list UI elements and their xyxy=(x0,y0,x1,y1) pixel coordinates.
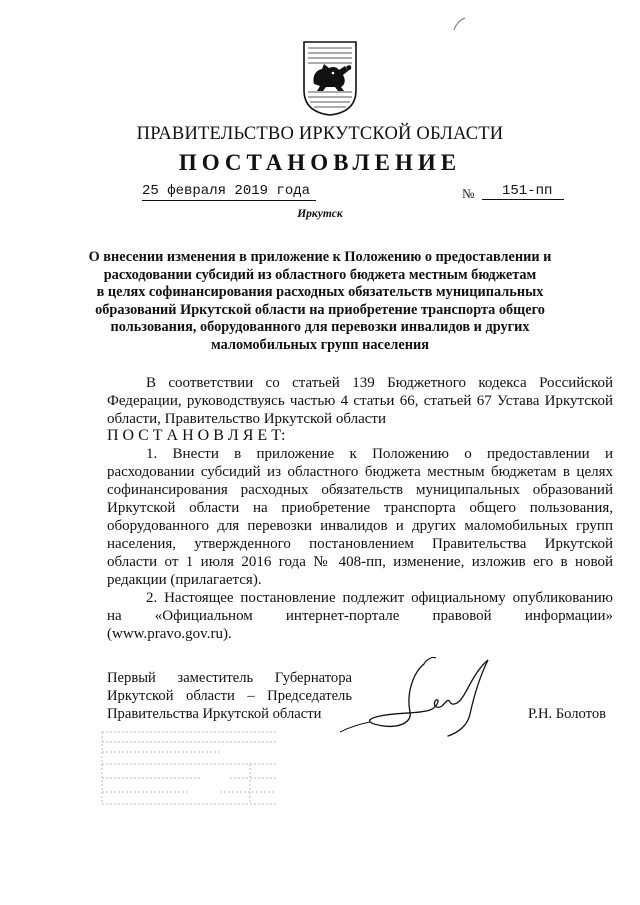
decree-title xyxy=(0,249,640,355)
body-line: В соответствии со статьей 139 Бюджетного кодекса Российской xyxy=(146,375,613,391)
signatory-name: Р.Н. Болотов xyxy=(528,706,607,722)
registration-stamp xyxy=(100,728,278,808)
government-name: ПРАВИТЕЛЬСТВО ИРКУТСКОЙ ОБЛАСТИ xyxy=(136,124,504,144)
title-line: расходовании субсидий из областного бюджета местным бюджетам xyxy=(103,266,537,283)
title-line: пользования, оборудованного для перевозки инвалидов и других xyxy=(110,319,530,336)
signatory-position-line: Первый заместитель Губернатора xyxy=(107,670,352,686)
body-line: на «Официальном интернет-портале правовой информации» xyxy=(107,608,613,624)
body-line: области от 1 июля 2016 года № 408-пп, изменение, изложив его в новой xyxy=(107,554,613,570)
body-line: области, Правительство Иркутской области xyxy=(107,411,386,427)
decree-number: 151-пп xyxy=(482,183,564,200)
city-name: Иркутск xyxy=(297,208,343,220)
handwritten-signature xyxy=(340,652,510,742)
document-type: ПОСТАНОВЛЕНИЕ xyxy=(178,150,462,175)
number-label: № xyxy=(462,186,475,201)
title-line: образований Иркутской области на приобретение транспорта общего xyxy=(95,301,545,318)
body-line: населения, утвержденного постановлением Правительства Иркутской xyxy=(107,536,613,552)
title-line: в целях софинансирования расходных обязательств муниципальных xyxy=(96,284,544,301)
body-line: оборудованного для перевозки инвалидов и других маломобильных групп xyxy=(107,518,613,534)
body-line: (www.pravo.gov.ru). xyxy=(107,626,232,642)
decree-date: 25 февраля 2019 года xyxy=(142,183,316,201)
body-line: Иркутской области на приобретение транспорта общего пользования, xyxy=(107,500,613,516)
title-line: О внесении изменения в приложение к Положению о предоставлении и xyxy=(88,249,552,265)
body-line: 2. Настоящее постановление подлежит официальному опубликованию xyxy=(146,590,613,606)
body-line: Федерации, руководствуясь частью 4 статьи 66, статьей 67 Устава Иркутской xyxy=(107,393,613,409)
pen-mark xyxy=(450,14,470,34)
signatory-position-line: Правительства Иркутской области xyxy=(107,706,322,722)
resolves-heading: П О С Т А Н О В Л Я Е Т: xyxy=(107,427,286,444)
title-line: маломобильных групп населения xyxy=(211,336,429,353)
body-line: расходовании субсидий из областного бюджета местным бюджетам в целях xyxy=(107,464,613,480)
body-line: редакции (прилагается). xyxy=(107,572,262,588)
signatory-position-line: Иркутской области – Председатель xyxy=(107,688,352,704)
body-line: софинансирования расходных обязательств муниципальных образований xyxy=(107,482,613,498)
coat-of-arms-emblem xyxy=(302,40,358,116)
body-line: 1. Внести в приложение к Положению о предоставлении и xyxy=(146,446,613,462)
